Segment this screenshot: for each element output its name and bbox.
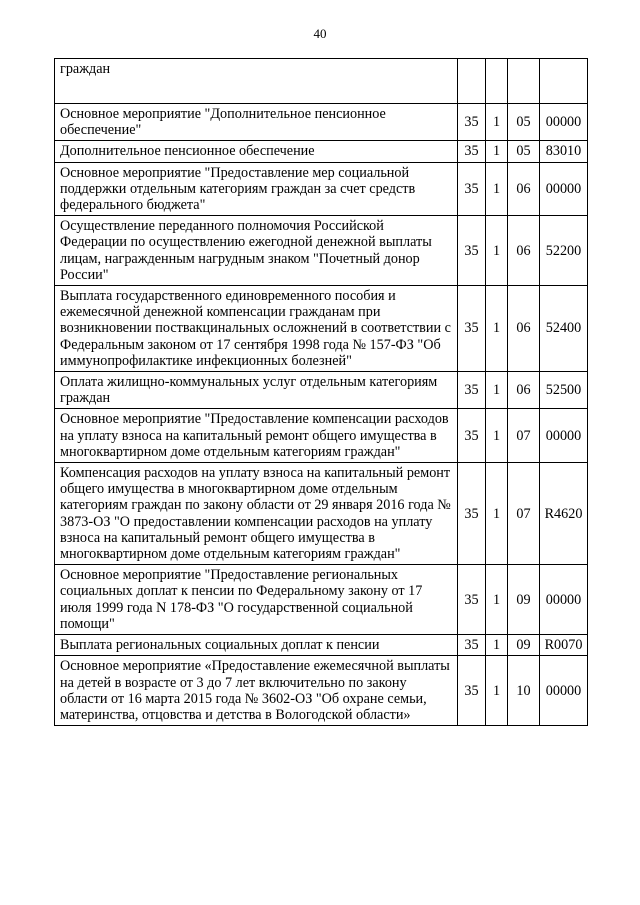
code-direction [540, 59, 588, 104]
code-direction: R0070 [540, 635, 588, 656]
page-number: 40 [313, 26, 327, 41]
code-direction: 00000 [540, 656, 588, 726]
code-main-activity: 06 [508, 372, 540, 409]
code-program [458, 59, 486, 104]
row-description: Выплата региональных социальных доплат к пенсии [55, 635, 458, 656]
table-row [55, 162, 588, 216]
code-main-activity: 05 [508, 141, 540, 162]
code-subprogram: 1 [486, 141, 508, 162]
code-program: 35 [458, 635, 486, 656]
code-subprogram: 1 [486, 656, 508, 726]
row-description: Выплата государственного единовременного пособия и ежемесячной денежной компенсации гражданам при возникновении поствакцинальных осложнений в соответствии с Федеральным законом от 17 сентября 1998 года № 157-ФЗ "Об иммунопрофилактике инфекционных болезней" [55, 286, 458, 372]
code-subprogram: 1 [486, 635, 508, 656]
code-subprogram: 1 [486, 286, 508, 372]
code-program: 35 [458, 141, 486, 162]
code-program: 35 [458, 104, 486, 141]
code-direction: 00000 [540, 565, 588, 635]
budget-classification-table [54, 58, 588, 726]
table-row [55, 409, 588, 463]
row-description: Основное мероприятие "Предоставление региональных социальных доплат к пенсии по Федеральному закону от 17 июля 1999 года N 178-ФЗ "О государственной социальной помощи" [55, 565, 458, 635]
code-program: 35 [458, 286, 486, 372]
table-row [55, 635, 588, 656]
code-program: 35 [458, 565, 486, 635]
code-direction: 52400 [540, 286, 588, 372]
code-main-activity: 09 [508, 565, 540, 635]
code-program: 35 [458, 463, 486, 565]
code-main-activity: 10 [508, 656, 540, 726]
code-subprogram: 1 [486, 565, 508, 635]
row-description: Компенсация расходов на уплату взноса на капитальный ремонт общего имущества в многоквартирном доме отдельным категориям граждан по закону области от 29 января 2016 года № 3873-ОЗ "О предоставлении компенсации расходов на уплату взноса на капитальный ремонт общего имущества в многоквартирном доме отдельным категориям граждан" [55, 463, 458, 565]
code-main-activity: 07 [508, 409, 540, 463]
table-row [55, 216, 588, 286]
code-subprogram: 1 [486, 104, 508, 141]
row-description: Основное мероприятие "Предоставление компенсации расходов на уплату взноса на капитальный ремонт общего имущества в многоквартирном доме отдельным категориям граждан" [55, 409, 458, 463]
code-subprogram: 1 [486, 216, 508, 286]
code-subprogram [486, 59, 508, 104]
code-main-activity: 05 [508, 104, 540, 141]
code-program: 35 [458, 162, 486, 216]
table-row [55, 656, 588, 726]
code-main-activity [508, 59, 540, 104]
table-row [55, 372, 588, 409]
code-subprogram: 1 [486, 162, 508, 216]
code-direction: 00000 [540, 104, 588, 141]
code-direction: 52500 [540, 372, 588, 409]
row-description: Основное мероприятие "Дополнительное пенсионное обеспечение" [55, 104, 458, 141]
code-main-activity: 06 [508, 216, 540, 286]
row-description: Основное мероприятие "Предоставление мер социальной поддержки отдельным категориям граждан за счет средств федерального бюджета" [55, 162, 458, 216]
code-program: 35 [458, 216, 486, 286]
code-main-activity: 06 [508, 162, 540, 216]
code-program: 35 [458, 372, 486, 409]
table-row [55, 141, 588, 162]
table-row [55, 286, 588, 372]
table-row [55, 463, 588, 565]
row-description: граждан [55, 59, 458, 104]
code-main-activity: 06 [508, 286, 540, 372]
code-direction: 00000 [540, 409, 588, 463]
row-description: Основное мероприятие «Предоставление ежемесячной выплаты на детей в возрасте от 3 до 7 лет включительно по закону области от 16 марта 2015 года № 3602-ОЗ "Об охране семьи, материнства, отцовства и детства в Вологодской области» [55, 656, 458, 726]
code-main-activity: 07 [508, 463, 540, 565]
code-direction: 52200 [540, 216, 588, 286]
code-subprogram: 1 [486, 409, 508, 463]
code-subprogram: 1 [486, 463, 508, 565]
code-subprogram: 1 [486, 372, 508, 409]
code-main-activity: 09 [508, 635, 540, 656]
code-direction: R4620 [540, 463, 588, 565]
row-description: Оплата жилищно-коммунальных услуг отдельным категориям граждан [55, 372, 458, 409]
row-description: Осуществление переданного полномочия Российской Федерации по осуществлению ежегодной денежной выплаты лицам, награжденным нагрудным знаком "Почетный донор России" [55, 216, 458, 286]
code-direction: 83010 [540, 141, 588, 162]
code-direction: 00000 [540, 162, 588, 216]
code-program: 35 [458, 656, 486, 726]
row-description: Дополнительное пенсионное обеспечение [55, 141, 458, 162]
code-program: 35 [458, 409, 486, 463]
table-row [55, 565, 588, 635]
table-row [55, 59, 588, 104]
table-row [55, 104, 588, 141]
